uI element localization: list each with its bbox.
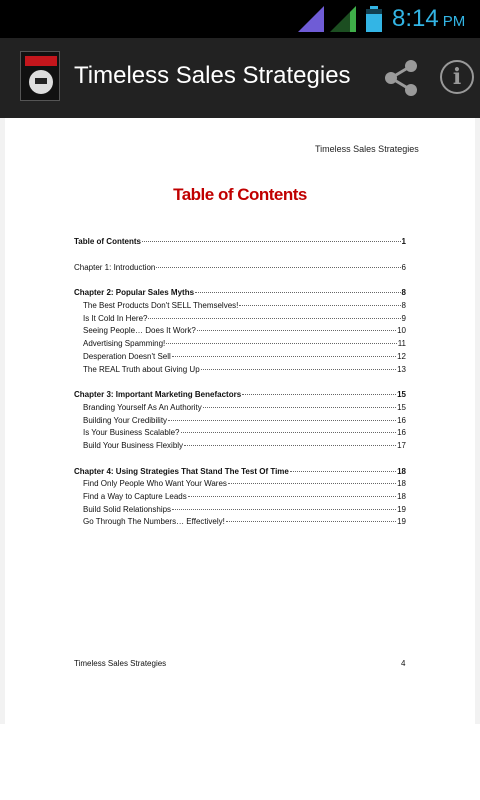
toc-leader-dots <box>181 432 397 433</box>
toc-entry-page: 13 <box>397 364 406 374</box>
toc-leader-dots <box>242 394 396 395</box>
toc-gap <box>74 454 406 467</box>
toc-subentry[interactable] <box>74 403 406 416</box>
app-cover-icon[interactable] <box>20 51 60 101</box>
toc-entry-page: 16 <box>397 428 406 438</box>
toc-subentry[interactable] <box>74 339 406 352</box>
toc-leader-dots <box>228 483 396 484</box>
cell-signal-icon <box>330 6 356 32</box>
toc-entry-label: Is It Cold In Here? <box>83 313 148 323</box>
toc-entry-page: 8 <box>401 301 406 311</box>
toc-chapter[interactable] <box>74 237 406 250</box>
toc-subentry[interactable] <box>74 428 406 441</box>
toc-entry-page: 16 <box>397 415 406 425</box>
toc-leader-dots <box>197 330 396 331</box>
toc-entry-label: Chapter 2: Popular Sales Myths <box>74 288 195 298</box>
toc-subentry[interactable] <box>74 365 406 378</box>
toc-entry-label: Find Only People Who Want Your Wares <box>83 479 227 489</box>
toc-leader-dots <box>148 318 400 319</box>
toc-entry-page: 9 <box>401 313 406 323</box>
toc-entry-label: Build Your Business Flexibly <box>83 440 184 450</box>
toc-gap <box>74 275 406 288</box>
toc-entry-label: Branding Yourself As An Authority <box>83 402 202 412</box>
toc-leader-dots <box>142 241 401 242</box>
toc-list <box>74 237 406 530</box>
toc-leader-dots <box>172 356 396 357</box>
toc-leader-dots <box>226 521 396 522</box>
toc-subentry[interactable] <box>74 479 406 492</box>
toc-gap <box>74 250 406 263</box>
toc-entry-label: Go Through The Numbers… Effectively! <box>83 517 225 527</box>
clock <box>392 5 465 33</box>
toc-entry-page: 19 <box>397 517 406 527</box>
toc-entry-page: 18 <box>397 479 406 489</box>
toc-entry-label: The REAL Truth about Giving Up <box>83 364 200 374</box>
toc-entry-page: 15 <box>397 390 406 400</box>
toc-subentry[interactable] <box>74 326 406 339</box>
share-icon[interactable] <box>382 58 420 98</box>
toc-entry-label: Building Your Credibility <box>83 415 168 425</box>
toc-entry-page: 12 <box>397 351 406 361</box>
toc-entry-label: Chapter 1: Introduction <box>74 262 156 272</box>
page-footer-number: 4 <box>401 659 406 668</box>
toc-entry-label: Chapter 4: Using Strategies That Stand The Test Of Time <box>74 466 289 476</box>
toc-leader-dots <box>168 420 396 421</box>
toc-heading: Table of Contents <box>173 185 307 204</box>
status-bar <box>0 0 480 38</box>
toc-subentry[interactable] <box>74 301 406 314</box>
toc-chapter[interactable] <box>74 467 406 480</box>
toc-entry-label: Seeing People… Does It Work? <box>83 326 196 336</box>
toc-leader-dots <box>201 369 396 370</box>
toc-leader-dots <box>195 292 401 293</box>
clock-ampm: PM <box>442 13 466 30</box>
toc-entry-page: 1 <box>401 237 406 246</box>
toc-entry-label: Desperation Doesn't Sell <box>83 351 171 361</box>
toc-entry-label: Is Your Business Scalable? <box>83 428 180 438</box>
toc-entry-label: The Best Products Don't SELL Themselves! <box>83 301 239 311</box>
toc-gap <box>74 377 406 390</box>
toc-entry-page: 8 <box>401 288 406 298</box>
toc-entry-label: Advertising Spamming! <box>83 339 166 349</box>
info-icon[interactable]: i <box>440 60 474 94</box>
toc-leader-dots <box>166 343 396 344</box>
toc-subentry[interactable] <box>74 492 406 505</box>
battery-icon <box>366 6 382 32</box>
toc-chapter[interactable] <box>74 263 406 276</box>
toc-leader-dots <box>239 305 400 306</box>
clock-time: 8:14 <box>392 5 439 32</box>
page-header: Timeless Sales Strategies <box>315 144 419 154</box>
toc-entry-label: Find a Way to Capture Leads <box>83 492 187 501</box>
cover-banner <box>25 56 57 66</box>
toc-entry-page: 10 <box>397 326 406 336</box>
toc-entry-label: Table of Contents <box>74 237 141 246</box>
toc-subentry[interactable] <box>74 314 406 327</box>
toc-chapter[interactable] <box>74 288 406 301</box>
document-page <box>5 118 475 724</box>
toc-entry-page: 18 <box>397 492 406 501</box>
toc-entry-label: Build Solid Relationships <box>83 504 172 514</box>
toc-entry-page: 11 <box>397 339 406 349</box>
toc-entry-page: 17 <box>397 440 406 450</box>
toc-subentry[interactable] <box>74 505 406 518</box>
toc-subentry[interactable] <box>74 416 406 429</box>
toc-entry-page: 19 <box>397 504 406 514</box>
action-bar <box>0 38 480 118</box>
toc-leader-dots <box>203 407 396 408</box>
toc-subentry[interactable] <box>74 517 406 530</box>
app-title: Timeless Sales Strategies <box>74 62 351 89</box>
document-viewer[interactable] <box>0 118 480 724</box>
toc-chapter[interactable] <box>74 390 406 403</box>
toc-subentry[interactable] <box>74 352 406 365</box>
toc-entry-page: 15 <box>397 402 406 412</box>
toc-leader-dots <box>172 509 396 510</box>
cover-face <box>29 70 53 94</box>
toc-entry-page: 6 <box>401 262 406 272</box>
toc-leader-dots <box>184 445 396 446</box>
page-footer-title: Timeless Sales Strategies <box>74 659 167 668</box>
toc-subentry[interactable] <box>74 441 406 454</box>
toc-leader-dots <box>188 496 396 497</box>
toc-entry-label: Chapter 3: Important Marketing Benefactors <box>74 390 242 400</box>
toc-leader-dots <box>290 471 396 472</box>
toc-leader-dots <box>156 267 400 268</box>
wifi-signal-icon <box>298 6 324 32</box>
toc-entry-page: 18 <box>397 466 406 476</box>
